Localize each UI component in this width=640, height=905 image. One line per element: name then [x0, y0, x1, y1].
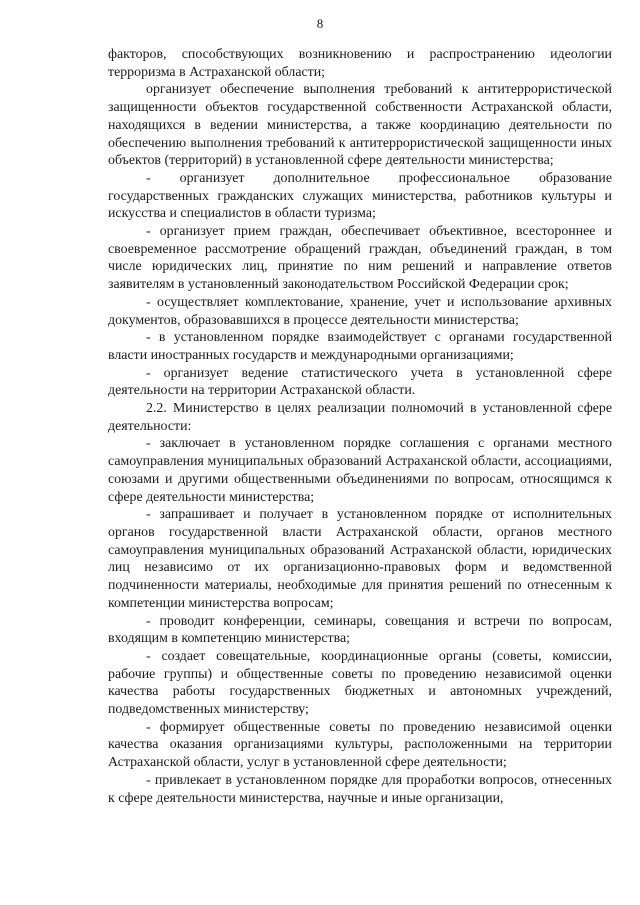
paragraph: - осуществляет комплектование, хранение, учет и использование архивных документов, образовавшихся в процессе деятельности министерства; — [108, 294, 612, 328]
paragraph: - организует прием граждан, обеспечивает объективное, всестороннее и своевременное рассмотрение обращений граждан, объединений граждан, в том числе юридических лиц, принятие по ним решений и направление ответов заявителям в установленный законодательством Российской Федерации срок; — [108, 224, 612, 293]
paragraph: - создает совещательные, координационные органы (советы, комиссии, рабочие группы) и общественные советы по проведению независимой оценки качества работы государственных бюджетных и автономных учреждений, подведомственных министерству; — [108, 648, 612, 718]
body-text — [108, 46, 612, 807]
paragraph: - запрашивает и получает в установленном порядке от исполнительных органов государственной власти Астраханской области, органов местного самоуправления муниципальных образований Астраханской области, юридических лиц независимо от их организационно-правовых форм и ведомственной подчиненности материалы, необходимые для принятия решений по отнесенным к компетенции министерства вопросам; — [108, 507, 612, 611]
paragraph: - заключает в установленном порядке соглашения с органами местного самоуправления муниципальных образований Астраханской области, ассоциациями, союзами и другими общественными объединениями по вопросам, относящимся к сфере деятельности министерства; — [108, 436, 612, 505]
paragraph: организует обеспечение выполнения требований к антитеррористической защищенности объектов государственной собственности Астраханской области, находящихся в ведении министерства, а также координацию деятельности по обеспечению выполнения требований к антитеррористической защищенности иных объектов (территорий) в установленной сфере деятельности министерства; — [108, 82, 612, 169]
section-paragraph: 2.2. Министерство в целях реализации полномочий в установленной сфере деятельности: — [108, 401, 612, 434]
paragraph: - формирует общественные советы по проведению независимой оценки качества оказания организациями культуры, расположенными на территории Астраханской области, услуг в установленной сфере деятельности; — [108, 719, 612, 771]
paragraph: - организует дополнительное профессиональное образование государственных гражданских служащих министерства, работников культуры и искусства и специалистов в области туризма; — [108, 170, 612, 222]
page-number: 8 — [316, 16, 324, 31]
paragraph: - привлекает в установленном порядке для проработки вопросов, отнесенных к сфере деятельности министерства, научные и иные организации, — [108, 772, 612, 806]
paragraph: - проводит конференции, семинары, совещания и встречи по вопросам, входящим в компетенцию министерства; — [108, 613, 612, 647]
paragraph: - в установленном порядке взаимодействует с органами государственной власти иностранных государств и международными организациями; — [108, 330, 612, 363]
paragraph: - организует ведение статистического учета в установленной сфере деятельности на территории Астраханской области. — [108, 365, 612, 399]
paragraph: факторов, способствующих возникновению и распространению идеологии терроризма в Астраханской области; — [108, 47, 612, 80]
